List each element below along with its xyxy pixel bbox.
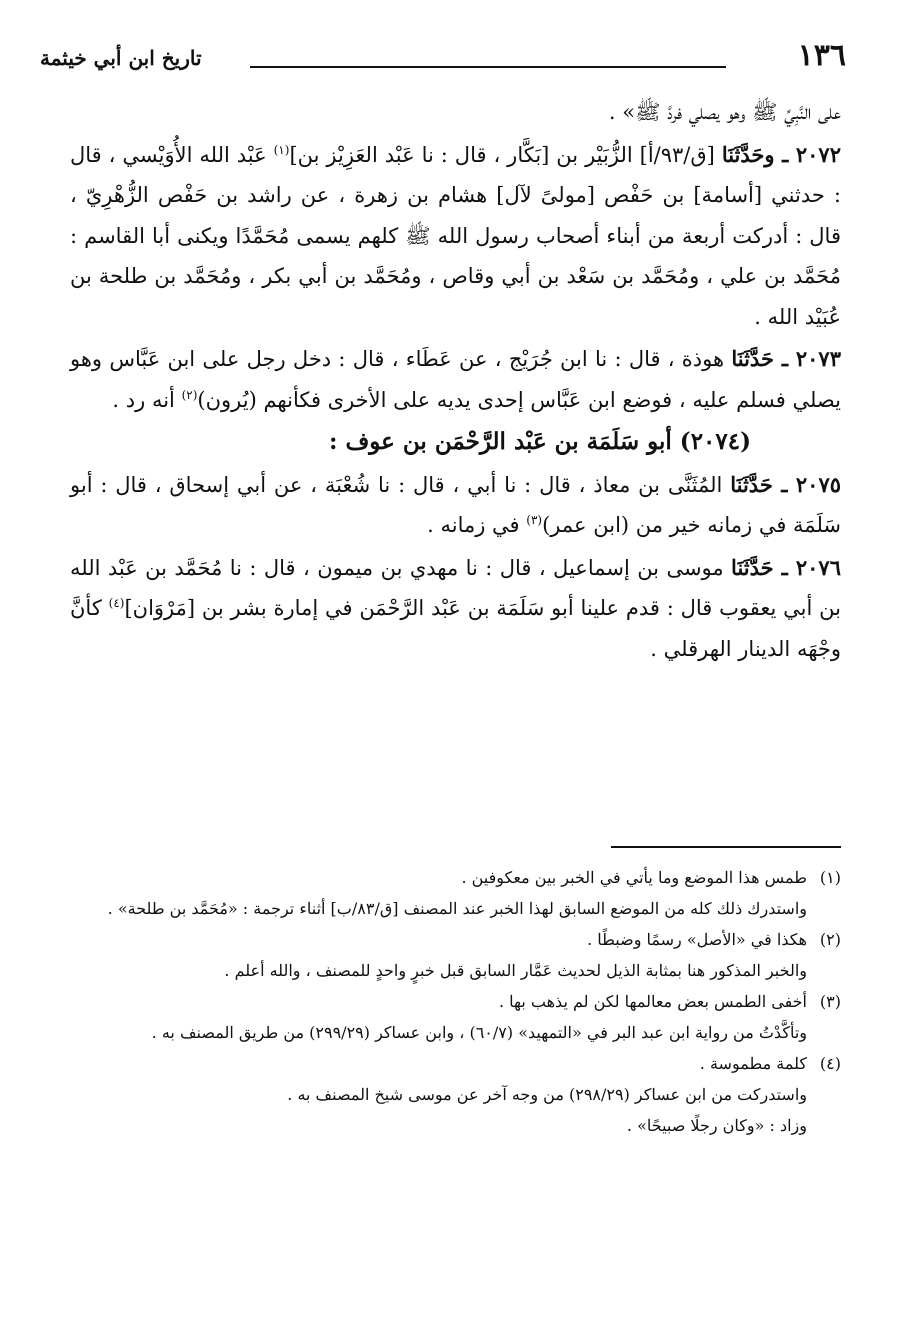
footnote-ref[interactable]: (٤) [108, 596, 125, 610]
footnote-text: أخفى الطمس بعض معالمها لكن لم يذهب بها . [498, 992, 807, 1011]
footnote-ref[interactable]: (٢) [181, 387, 198, 402]
hadith-number: ٢٠٧٣ ـ حَدَّثَنَا [731, 346, 841, 371]
footnote-ref[interactable]: (٣) [526, 513, 543, 527]
footnote-text: وتأكَّدْتُ من رواية ابن عبد البر في «التمهيد» (٦٠/٧) ، وابن عساكر (٢٩٩/٢٩) من طريق المصنف به . [151, 1023, 807, 1042]
hadith-number: ٢٠٧٢ ـ وحَدَّثَنَا [721, 141, 841, 167]
footnote-1 [70, 862, 841, 893]
footnote-text: هكذا في «الأصل» رسمًا وضبطًا . [587, 930, 807, 949]
footnote-number: (٤) [819, 1054, 841, 1073]
footnote-text: واستدركت من ابن عساكر (٢٩٨/٢٩) من وجه آخر عن موسى شيخ المصنف به . [287, 1085, 807, 1104]
section-heading: (٢٠٧٤) أبو سَلَمَة بن عَبْد الرَّحْمَن بن عوف : [328, 428, 751, 455]
paragraph-continuation [70, 92, 841, 133]
paragraph-text: أنه رد . [112, 387, 182, 412]
hadith-2076 [70, 548, 841, 670]
paragraph-text: في زمانه . [427, 513, 527, 537]
paragraph-text: موسى بن إسماعيل ، قال : نا مهدي بن ميمون ، قال : نا مُحَمَّد بن عَبْد الله بن أبي يعقوب قال : قدم علينا أبو سَلَمَة بن عَبْد الرَّحْمَن في إمارة بشر بن [مَرْوَان] [70, 555, 842, 620]
footnote-text: واستدرك ذلك كله من الموضع السابق لهذا الخبر عند المصنف [ق/٨٣/ب] أثناء ترجمة : «مُحَمَّد بن طلحة» . [107, 899, 807, 918]
hadith-2072 [70, 135, 841, 338]
running-header [40, 38, 846, 78]
footnote-text: طمس هذا الموضع وما يأتي في الخبر بين معكوفين . [461, 868, 807, 887]
hadith-2075 [70, 465, 841, 546]
paragraph-text: عَبْد الله الأُوَيْسي ، قال : حدثني [أسامة] بن حَفْص [مولىً لآل] هشام بن زهرة ، عن راشد بن حَفْص الزُّهْرِيّ ، قال : أدركت أربعة من أبناء أصحاب رسول الله ﷺ كلهم يسمى مُحَمَّدًا ويكنى أبا القاسم : مُحَمَّد بن علي ، ومُحَمَّد بن سَعْد بن أبي وقاص ، ومُحَمَّد بن أبي بكر ، ومُحَمَّد بن طلحة بن عُبَيْد الله . [70, 142, 841, 329]
book-title: تاريخ ابن أبي خيثمة [40, 46, 202, 70]
paragraph-text: [ق/٩٣/أ] الزُّبَيْر بن [بَكَّار ، قال : نا عَبْد العَزِيْز بن] [289, 142, 722, 167]
footnote-text: وزاد : «وكان رجلًا صبيحًا» . [626, 1116, 807, 1135]
hadith-number: ٢٠٧٦ ـ حَدَّثَنَا [731, 554, 841, 580]
footnote-number: (٣) [819, 992, 841, 1011]
footnote-text: والخبر المذكور هنا بمثابة الذيل لحديث عَمَّار السابق قبل خبرٍ واحدٍ للمصنف ، والله أعلم . [224, 961, 807, 980]
hadith-2073 [70, 339, 841, 420]
paragraph-text: المُثَنَّى بن معاذ ، قال : نا أبي ، قال : نا شُعْبَة ، عن أبي إسحاق ، قال : أبو سَلَمَة في زمانه خير من (ابن عمر) [70, 472, 841, 537]
footnote-ref[interactable]: (١) [273, 142, 290, 157]
footnote-2 [70, 924, 841, 955]
footnote-number: (٢) [819, 930, 841, 949]
footnote-4 [70, 1048, 841, 1079]
footnote-text: كلمة مطموسة . [699, 1054, 807, 1073]
footnotes [70, 862, 841, 1141]
footnote-separator [611, 846, 841, 848]
footnote-3 [70, 986, 841, 1017]
hadith-number: ٢٠٧٥ ـ حَدَّثَنَا [730, 471, 842, 497]
page-number: ١٣٦ [797, 38, 846, 73]
main-text [70, 92, 841, 671]
footnote-number: (١) [819, 868, 841, 887]
paragraph-text: هوذة ، قال : نا ابن جُرَيْج ، عن عَطَاء ، قال : دخل رجل على ابن عَبَّاس وهو يصلي فسلم عليه ، فوضع ابن عَبَّاس إحدى يديه على الأخرى فكأنهم (يُرون) [70, 347, 841, 412]
paragraph-text: كأنَّ وجْهَه الدينار الهرقلي . [70, 596, 841, 661]
paragraph-text: على النَّبِيِّ ﷺ وهو يصلي فردَّ ﷺ» . [608, 100, 841, 124]
header-rule [250, 66, 726, 68]
